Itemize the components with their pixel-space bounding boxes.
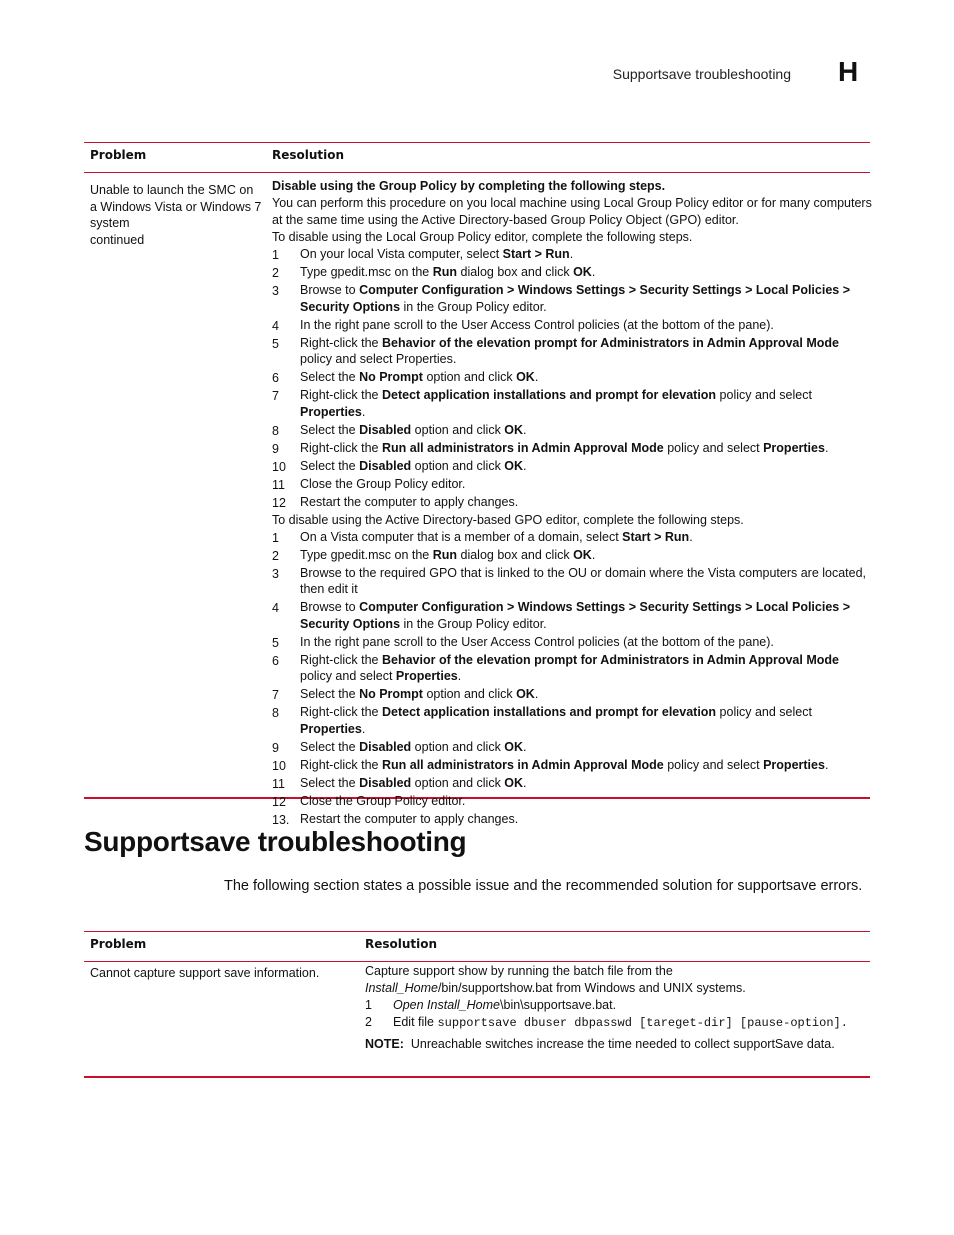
step-text: Type gpedit.msc on the Run dialog box and click OK. [300, 265, 596, 279]
step-code: supportsave dbuser dbpasswd [tareget-dir] [pause-option]. [437, 1016, 848, 1030]
step-number: 13. [272, 812, 290, 827]
column-header-resolution: Resolution [272, 148, 345, 162]
list-item [272, 387, 872, 420]
resolution-path-rest: /bin/supportshow.bat from Windows and UNIX systems. [437, 981, 746, 995]
ad-policy-intro: To disable using the Active Directory-based GPO editor, complete the following steps. [272, 512, 744, 527]
running-header [0, 58, 954, 88]
step-text: Restart the computer to apply changes. [300, 494, 519, 509]
list-item [272, 494, 872, 511]
step-text: Type gpedit.msc on the Run dialog box and click OK. [300, 547, 596, 562]
problem-line: continued [90, 232, 145, 247]
step-text: Select the Disabled option and click OK. [300, 458, 527, 473]
list-item [272, 476, 872, 493]
step-text: Right-click the Behavior of the elevation prompt for Administrators in Admin Approval Mode policy and select Properties. [300, 652, 839, 683]
section-title: Supportsave troubleshooting [84, 826, 467, 857]
list-item [272, 529, 872, 546]
section-intro: The following section states a possible issue and the recommended solution for supportsave errors. [224, 878, 863, 894]
step-text: On a Vista computer that is a member of a domain, select Start > Run. [300, 529, 693, 544]
step-number: 9 [272, 441, 279, 456]
list-item [272, 739, 872, 756]
step-text: Select the Disabled option and click OK. [300, 739, 527, 754]
list-item [272, 422, 872, 439]
list-item [272, 282, 872, 315]
step-number: 5 [272, 336, 279, 351]
list-item [365, 997, 870, 1014]
list-item [272, 458, 872, 475]
note-label: NOTE: [365, 1037, 404, 1051]
step-text: Right-click the Behavior of the elevation prompt for Administrators in Admin Approval Mode policy and select Properties. [300, 335, 839, 366]
step-text: Right-click the Run all administrators in Admin Approval Mode policy and select Properties. [300, 440, 829, 455]
troubleshooting-table-smc [84, 142, 872, 827]
step-number: 11 [272, 776, 285, 791]
step-number: 7 [272, 389, 279, 403]
list-item [272, 757, 872, 774]
step-number: 1 [272, 530, 279, 545]
list-item [272, 793, 872, 810]
step-text: In the right pane scroll to the User Access Control policies (at the bottom of the pane). [300, 317, 774, 332]
running-header-title: Supportsave troubleshooting [612, 66, 791, 82]
resolution-text: Capture support show by running the batch file from the [365, 964, 673, 978]
list-item [272, 547, 872, 564]
local-policy-steps [272, 246, 872, 510]
step-text: Select the Disabled option and click OK. [300, 775, 527, 790]
list-item [272, 686, 872, 703]
step-number: 6 [272, 371, 279, 385]
column-header-resolution: Resolution [365, 937, 438, 951]
step-number: 5 [272, 635, 279, 650]
column-header-problem: Problem [90, 148, 147, 162]
step-text: Edit file [393, 1015, 438, 1029]
step-number: 8 [272, 706, 279, 720]
column-header-problem: Problem [90, 937, 147, 951]
resolution-intro: You can perform this procedure on you local machine using Local Group Policy editor or for many computers at the same time using the Active Directory-based Group Policy Object (GPO) editor. [272, 196, 872, 227]
step-text: Browse to Computer Configuration > Windows Settings > Security Settings > Local Policies > Security Options in the Group Policy editor. [300, 600, 851, 631]
table-row [84, 962, 870, 1078]
step-text-italic: Open Install_Home [393, 998, 501, 1012]
list-item [272, 264, 872, 281]
step-number: 7 [272, 688, 279, 702]
local-policy-intro: To disable using the Local Group Policy editor, complete the following steps. [272, 230, 693, 244]
step-number: 8 [272, 423, 279, 438]
list-item [272, 440, 872, 457]
step-text: Right-click the Run all administrators in Admin Approval Mode policy and select Properties. [300, 757, 829, 772]
step-text: Select the Disabled option and click OK. [300, 422, 527, 437]
step-text: Browse to Computer Configuration > Windows Settings > Security Settings > Local Policies > Security Options in the Group Policy editor. [300, 283, 851, 314]
step-number: 1 [272, 248, 279, 262]
list-item [272, 811, 872, 828]
install-home-path: Install_Home [365, 981, 438, 995]
problem-cell: Cannot capture support save information. [90, 966, 320, 980]
step-text: On your local Vista computer, select Start > Run. [300, 247, 574, 261]
step-text: Right-click the Detect application installations and prompt for elevation policy and select Properties. [300, 705, 812, 736]
step-number: 2 [272, 266, 279, 280]
table-header-row [84, 142, 870, 173]
list-item [272, 775, 872, 792]
list-item [272, 369, 872, 386]
step-number: 6 [272, 653, 279, 668]
step-number: 4 [272, 601, 279, 615]
step-number: 10 [272, 758, 286, 773]
step-number: 3 [272, 566, 279, 581]
step-number: 12 [272, 495, 286, 510]
note [365, 1036, 870, 1053]
ad-policy-steps [272, 529, 872, 828]
list-item [272, 335, 872, 368]
step-number: 12 [272, 794, 286, 809]
note-text: Unreachable switches increase the time needed to collect supportSave data. [410, 1037, 835, 1051]
list-item [365, 1014, 870, 1032]
list-item [272, 565, 872, 598]
list-item [272, 634, 872, 651]
step-number: 2 [272, 548, 279, 563]
step-text: Select the No Prompt option and click OK. [300, 370, 539, 384]
list-item [272, 317, 872, 334]
step-number: 9 [272, 740, 279, 755]
step-number: 11 [272, 477, 285, 492]
step-text: Select the No Prompt option and click OK. [300, 687, 539, 701]
list-item [272, 599, 872, 632]
list-item [272, 652, 872, 685]
troubleshooting-table-supportsave [84, 931, 870, 1078]
step-number: 1 [365, 998, 372, 1012]
list-item [272, 704, 872, 737]
step-number: 10 [272, 459, 286, 474]
step-text: Close the Group Policy editor. [300, 793, 466, 808]
list-item [272, 246, 872, 263]
appendix-letter: H [838, 56, 859, 87]
step-text: \bin\supportsave.bat. [500, 998, 617, 1012]
step-text: Right-click the Detect application installations and prompt for elevation policy and select Properties. [300, 388, 812, 419]
step-number: 3 [272, 284, 279, 298]
step-text: In the right pane scroll to the User Access Control policies (at the bottom of the pane). [300, 634, 774, 649]
resolution-text-path [365, 980, 870, 997]
table-header-row [84, 931, 870, 962]
problem-line: system [90, 216, 130, 230]
step-text: Restart the computer to apply changes. [300, 811, 519, 826]
step-text: Browse to the required GPO that is linked to the OU or domain where the Vista computers are located, then edit it [300, 565, 867, 596]
step-number: 2 [365, 1015, 372, 1029]
resolution-heading: Disable using the Group Policy by completing the following steps. [272, 179, 666, 193]
problem-line: a Windows Vista or Windows 7 [90, 199, 262, 214]
problem-line: Unable to launch the SMC on [90, 183, 254, 197]
step-number: 4 [272, 318, 279, 333]
resolution-cell [272, 178, 872, 829]
resolution-cell [365, 963, 870, 1053]
table-row [84, 173, 872, 827]
problem-cell [90, 182, 262, 248]
step-text: Close the Group Policy editor. [300, 476, 466, 491]
